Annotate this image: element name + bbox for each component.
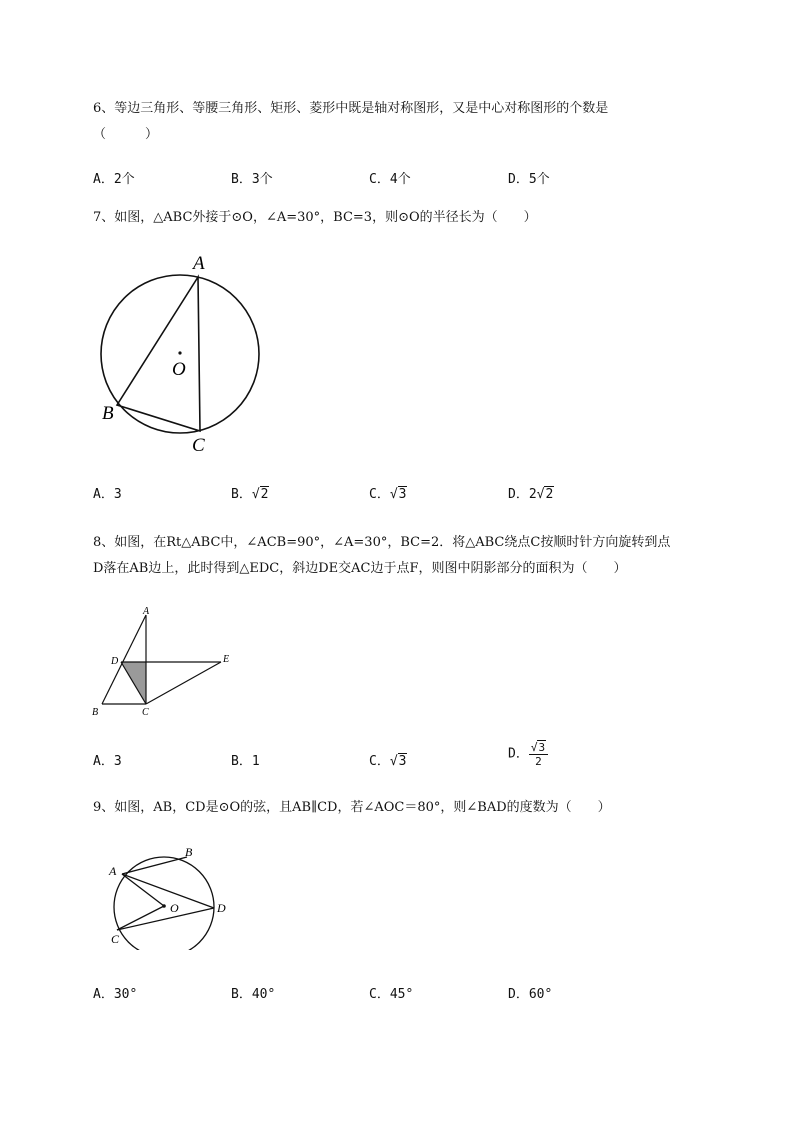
label-b: B <box>185 845 193 859</box>
option-b: B．√2 <box>231 487 269 502</box>
question-9 <box>93 795 753 821</box>
question-6-answer-paren: （ ） <box>93 127 159 142</box>
question-9-text: 9、如图，AB，CD是⊙O的弦，且AB∥CD，若∠AOC＝80°，则∠BAD的度数为（ ） <box>93 800 611 815</box>
option-b: B．1 <box>231 754 260 769</box>
label-a: A <box>193 253 205 274</box>
center-point <box>178 351 181 354</box>
question-9-options <box>93 983 733 1005</box>
label-a: A <box>109 864 117 878</box>
option-c: C．4个 <box>369 172 411 187</box>
label-c: C <box>111 932 120 946</box>
question-7-options <box>93 483 733 505</box>
option-d: D．5个 <box>508 172 550 187</box>
option-b: B．40° <box>231 987 276 1002</box>
option-c: C．√3 <box>369 487 407 502</box>
label-d: D <box>111 656 119 667</box>
option-d: D． $\frac{√3}{2}$ <box>508 740 548 768</box>
radicand: 2 <box>545 487 554 502</box>
option-c: C．√3 <box>369 754 407 769</box>
radicand: 2 <box>260 487 269 502</box>
question-7-figure <box>90 245 280 460</box>
question-8-line-1: 8、如图，在Rt△ABC中，∠ACB=90°，∠A=30°，BC=2．将△ABC绕点C按顺时针方向旋转到点 <box>93 535 671 550</box>
label-b: B <box>92 707 99 718</box>
radicand: 3 <box>398 487 407 502</box>
question-6 <box>93 96 753 148</box>
radicand: 3 <box>398 754 407 769</box>
option-d: D．2√2 <box>508 487 554 502</box>
label-a: A <box>143 606 150 617</box>
question-8-options <box>93 741 733 772</box>
question-6-text: 6、等边三角形、等腰三角形、矩形、菱形中既是轴对称图形，又是中心对称图形的个数是 <box>93 101 609 116</box>
label-o: O <box>172 359 186 380</box>
question-7 <box>93 205 753 231</box>
label-b: B <box>102 403 114 424</box>
option-a: A．30° <box>93 987 138 1002</box>
label-o: O <box>170 901 179 915</box>
triangle-abc <box>117 277 200 431</box>
question-6-options <box>93 168 733 190</box>
radicand: 3 <box>538 741 546 754</box>
question-9-figure <box>105 840 245 950</box>
option-d: D．60° <box>508 987 553 1002</box>
option-a: A．2个 <box>93 172 135 187</box>
option-a: A．3 <box>93 754 122 769</box>
circle-o <box>114 857 214 950</box>
label-c: C <box>142 707 149 718</box>
option-c: C．45° <box>369 987 414 1002</box>
label-c: C <box>192 435 205 456</box>
label-e: E <box>223 654 230 665</box>
option-b: B．3个 <box>231 172 273 187</box>
question-8-figure <box>88 600 248 720</box>
option-a: A．3 <box>93 487 122 502</box>
question-8 <box>93 530 753 582</box>
question-7-text: 7、如图，△ABC外接于⊙O，∠A=30°，BC=3，则⊙O的半径长为（ ） <box>93 210 537 225</box>
label-d: D <box>217 901 226 915</box>
question-8-line-2: D落在AB边上，此时得到△EDC，斜边DE交AC边于点F，则图中阴影部分的面积为（ ） <box>93 561 627 576</box>
